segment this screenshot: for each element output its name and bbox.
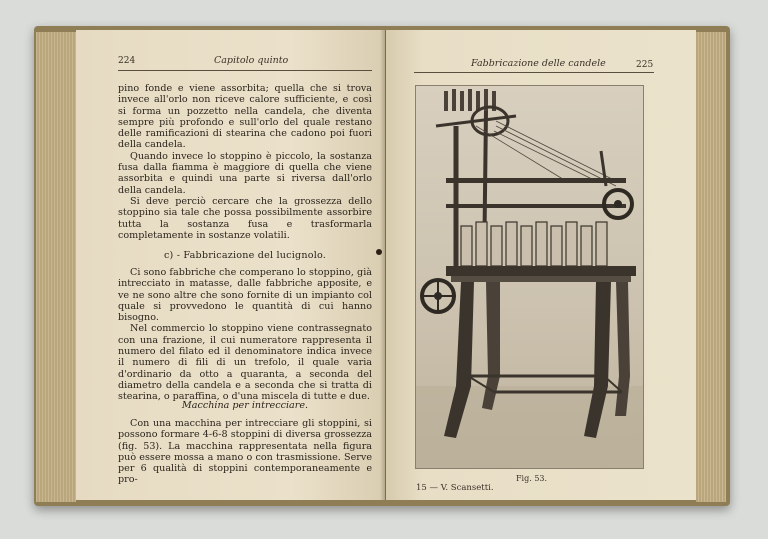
paragraph: Ci sono fabbriche che comperano lo stoppino, già intrecciato in matasse, dalle fabbriche apposite, e ve ne sono altre che sono fornite di un impianto col quale si provvedono le quantità di cui hanno bisogno. [118, 267, 372, 324]
subheading: Macchina per intrecciare. [181, 400, 309, 411]
right-header-rule [414, 72, 654, 73]
paragraph: Nel commercio lo stoppino viene contrassegnato con una frazione, il cui numeratore rappresenta il numero del filato ed il denominatore indica invece il numero di fili di un trefolo, il quale varia d'ordinario da otto a quaranta, a seconda del diametro della candela e a seconda che si tratta di stearina, o paraffina, o d'una miscela di tutte e due. [118, 323, 372, 403]
figure-caption: Fig. 53. [516, 474, 548, 483]
left-text-block-3 [118, 418, 372, 486]
left-page-number: 224 [118, 56, 136, 66]
left-header-rule [118, 70, 372, 71]
binding-dot [376, 249, 382, 255]
paragraph: Quando invece lo stoppino è piccolo, la sostanza fusa dalla fiamma è maggiore di quella che viene assorbita e quindi una parte si riversa dall'orlo della candela. [118, 150, 372, 196]
paragraph: Con una macchina per intrecciare gli stoppini, si possono formare 4-6-8 stoppini di diversa grossezza (fig. 53). La macchina rappresentata nella figura può essere mossa a mano o con trasmissione. Serve per 6 qualità di stoppini contemporaneamente e pro- [118, 418, 372, 486]
paragraph: Si deve perciò cercare che la grossezza dello stoppino sia tale che possa possibilmente assorbire tutta la sostanza fusa e trasformarla completamente in sostanze volatili. [118, 195, 372, 241]
page-edges-left [36, 32, 76, 502]
figure-plate [415, 85, 644, 469]
left-text-block-1 [118, 83, 372, 241]
left-page [76, 30, 385, 500]
right-running-head: Fabbricazione delle candele [471, 58, 606, 69]
right-page-number: 225 [636, 60, 654, 70]
page-edges-right [696, 32, 726, 502]
left-text-block-2 [118, 267, 372, 403]
section-heading: c) - Fabbricazione del lucignolo. [163, 250, 327, 261]
page-footer-signature: 15 — V. Scansetti. [416, 483, 494, 493]
paragraph: pino fonde e viene assorbita; quella che si trova invece all'orlo non riceve calore sufficiente, e così si forma un pozzetto nella candela, che diventa sempre più profondo e sull'orlo del quale restano delle ramificazioni di stearina che cadono poi fuori della candela. [118, 83, 372, 151]
braiding-machine-illustration [416, 86, 643, 468]
left-running-head: Capitolo quinto [214, 55, 289, 66]
